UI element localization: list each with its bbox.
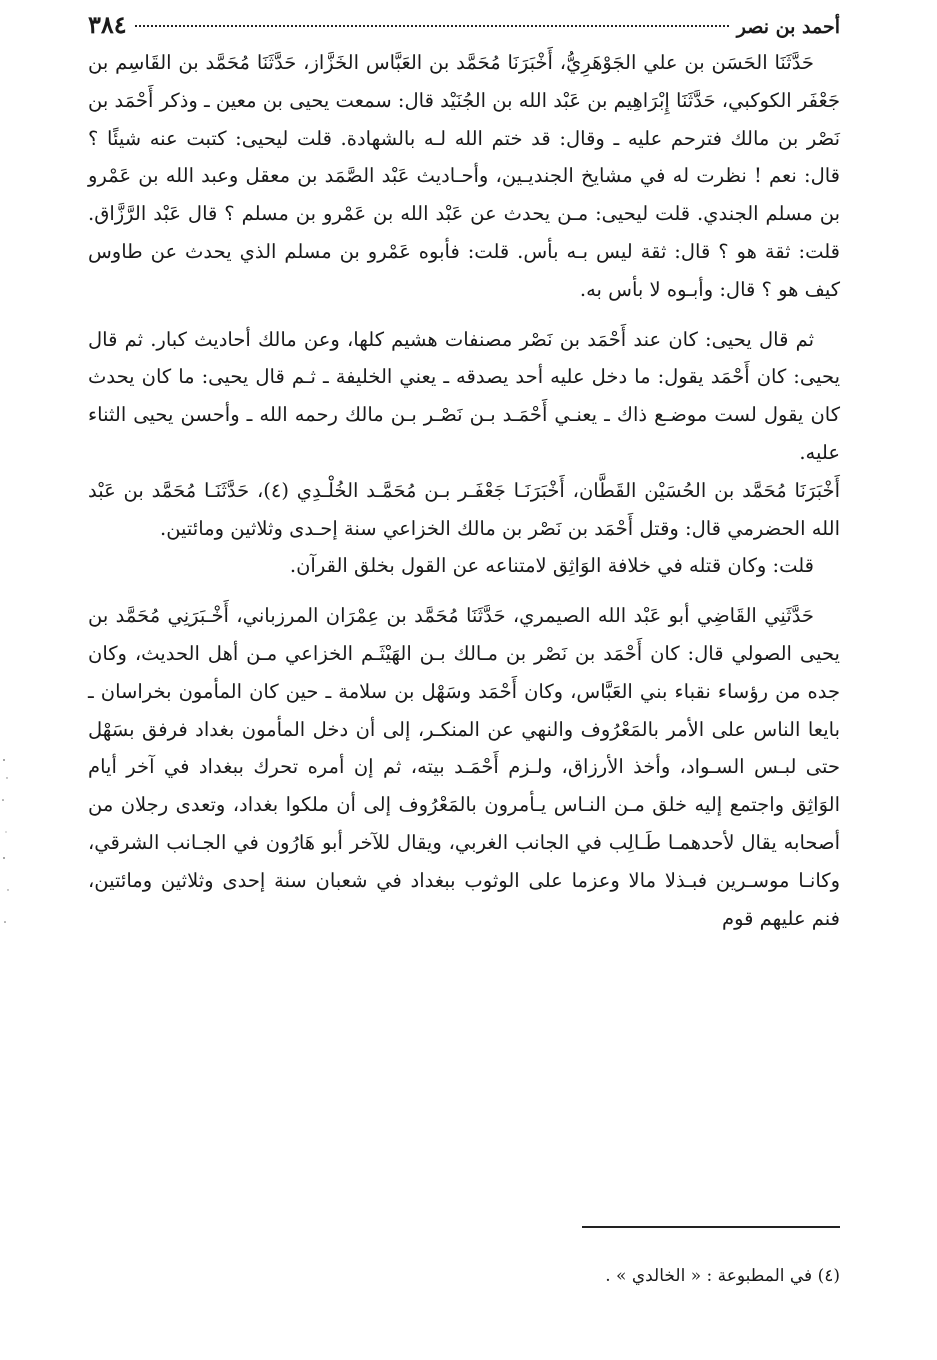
footnote-4: (٤) في المطبوعة : « الخالدي » .: [605, 1266, 840, 1286]
scan-margin-specks: [0, 740, 14, 960]
page-header: [88, 10, 840, 40]
page-number: ٣٨٤: [88, 10, 127, 39]
paragraph-4: قلت: وكان قتله في خلافة الوَاثِق لامتناعه عن القول بخلق القرآن.: [289, 554, 814, 578]
paragraph-1: حَدَّثَنَا الحَسَن بن علي الجَوْهَرِيُّ، أَخْبَرَنَا مُحَمَّد بن العَبَّاس الخَزَّاز، حَدَّثَنَا مُحَمَّد بن القَاسِم بن جَعْفَر الكوكبي، حَدَّثَنَا إِبْرَاهِيم بن عَبْد الله بن الجُنَيْد قال: سمعت يحيى بن معين ـ وذكر أَحْمَد بن نَصْر بن مالك فترحم عليه ـ وقال: قد ختم الله لـه بالشهادة. قلت ليحيى: كتبت عنه شيئًا ؟ قال: نعم ! نظرت له في مشايخ الجنديـين، وأحـاديث عَبْد الصَّمَد بن معقل وعبد الله بن عَمْرو بن مسلم الجندي. قلت ليحيى: مـن يحدث عن عَبْد الله بن عَمْرو بن مسلم ؟ قال عَبْد الرَّزَّاق. قلت: ثقة هو ؟ قال: ثقة ليس بـه بأس. قلت: فأبوه عَمْرو بن مسلم الذي يحدث عن طاوس كيف هو ؟ قال: وأبـوه لا بأس به.: [88, 51, 840, 301]
paragraph-3: أَخْبَرَنَا مُحَمَّد بن الحُسَيْن القَطَّان، أَخْبَرَنَـا جَعْفَـر بـن مُحَمَّـد الخُلْـدِي (٤)، حَدَّثَنَـا مُحَمَّد بن عَبْد الله الحضرمي قال: وقتل أَحْمَد بن نَصْر بن مالك الخزاعي سنة إحـدى وثلاثين ومائتين.: [88, 478, 840, 540]
paragraph-2: ثم قال يحيى: كان عند أَحْمَد بن نَصْر مصنفات هشيم كلها، وعن مالك أحاديث كبار. ثم قال يحيى: كان أَحْمَد يقول: ما دخل عليه أحد يصدقه ـ يعني الخليفة ـ ثـم قال يحيى: ما كان يحدث كان يقول لست موضـع ذاك ـ يعنـي أَحْمَـد بـن نَصْـر بـن مالك رحمه الله ـ وأحسن يحيى الثناء عليه.: [88, 327, 840, 464]
paragraph-5: حَدَّثَنِي القَاضِي أبو عَبْد الله الصيمري، حَدَّثَنَا مُحَمَّد بن عِمْرَان المرزباني، أَخْـبَرَنِي مُحَمَّد بن يحيى الصولي قال: كان أَحْمَد بن نَصْر بن مـالك بـن الهَيْثَـم الخزاعي مـن أهل الحديث، وكان جده من رؤساء نقباء بني العَبَّاس، وكان أَحْمَد وسَهْل بن سلامة ـ حين كان المأمون بخراسان ـ بايعا الناس على الأمر بالمَعْرُوف والنهي عن المنكـر، إلى أن دخل المأمون بغداد فرفق بسَهْل حتى لبـس السـواد، وأخذ الأرزاق، ولـزم أَحْمَـد بيته، ثم إن أمره تحرك ببغداد في آخر أيام الوَاثِق واجتمع إليه خلق مـن النـاس يـأمرون بالمَعْرُوف إلى أن ملكوا بغداد، وتعدى رجلان من أصحابه يقال لأحدهمـا طَـالِب في الجانب الغربي، ويقال للآخر أبو هَارُون في الجـانب الشرقي، وكانـا موسـرين فبـذلا مالا وعزما على الوثوب ببغداد في شعبان سنة إحدى وثلاثين ومائتين، فنم عليهم قوم: [88, 604, 840, 930]
main-text: [88, 44, 840, 937]
footnote-separator: [582, 1226, 840, 1228]
header-dotted-leader: [135, 25, 729, 27]
book-page: [88, 10, 840, 1350]
running-title: أحمد بن نصر: [736, 16, 840, 38]
